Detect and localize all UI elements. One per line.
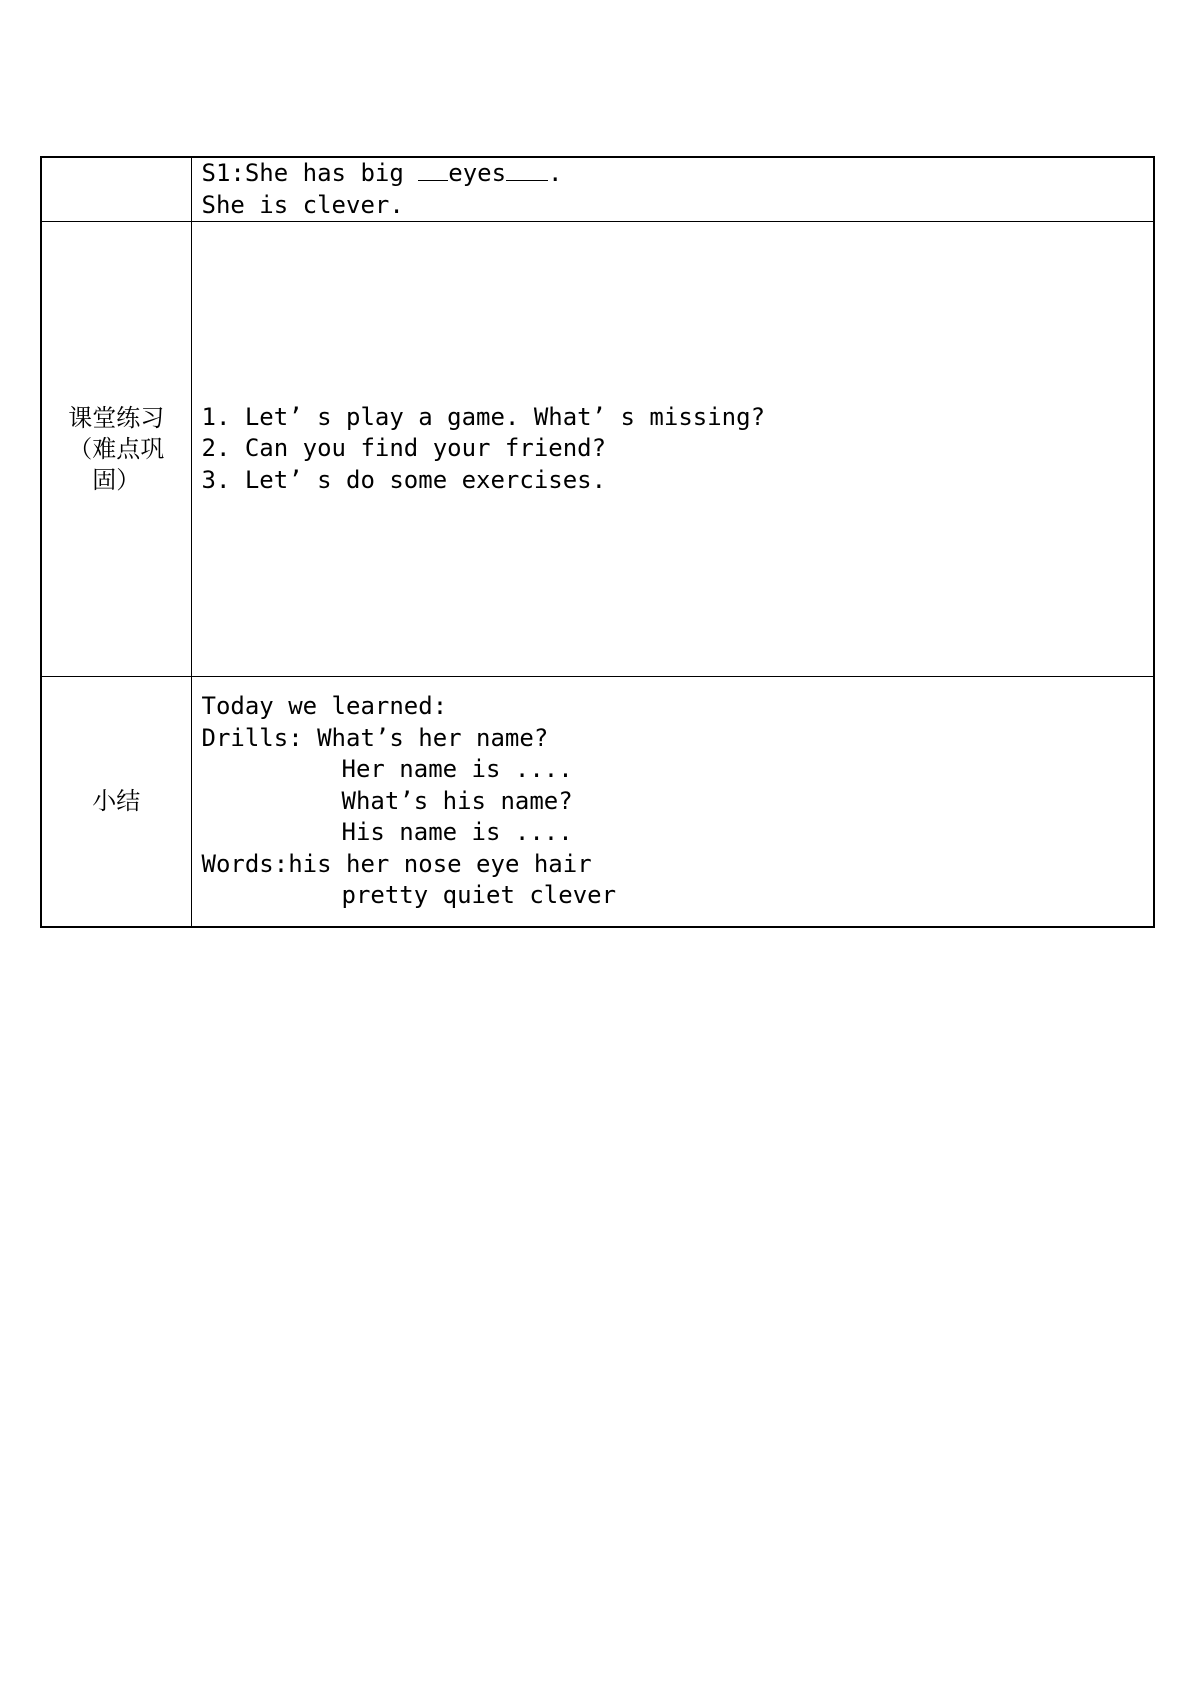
words-label: Words: xyxy=(201,849,289,878)
table-row xyxy=(41,677,1154,927)
drills-label: Drills: xyxy=(201,723,318,752)
drill-sentence: What’s his name? xyxy=(341,786,573,815)
word-list: his her nose eye hair xyxy=(288,849,592,878)
summary-cell xyxy=(191,677,1154,927)
table-row xyxy=(41,157,1154,222)
example-sentence-line xyxy=(202,158,1154,190)
row-label-line: 课堂练习 xyxy=(68,403,165,432)
example-sentence-cell xyxy=(191,157,1154,222)
sentence-suffix: . xyxy=(548,159,563,187)
blank-answer: eyes xyxy=(448,159,507,187)
drills-line xyxy=(202,723,1154,755)
row-label-empty xyxy=(41,157,191,222)
row-label-practice xyxy=(41,222,191,677)
drill-sentence: What’s her name? xyxy=(317,723,549,752)
sentence-prefix: S1:She has big xyxy=(201,159,419,187)
row-label-line: 固） xyxy=(92,465,141,494)
list-item: 2. Can you find your friend? xyxy=(201,434,607,463)
table-row xyxy=(41,222,1154,677)
list-item: 1. Let’ s play a game. What’ s missing? xyxy=(201,402,766,431)
fill-blank-underline xyxy=(506,158,548,181)
words-line xyxy=(202,849,1154,881)
drill-sentence: His name is .... xyxy=(341,818,573,846)
row-label-line: 小结 xyxy=(92,786,141,815)
fill-blank-underline xyxy=(418,158,448,181)
summary-intro: Today we learned: xyxy=(201,692,448,720)
row-label-summary xyxy=(41,677,191,927)
practice-items-cell xyxy=(191,222,1154,677)
list-item: 3. Let’ s do some exercises. xyxy=(201,465,607,494)
lesson-plan-table xyxy=(40,156,1155,928)
row-label-line: （难点巩 xyxy=(68,434,165,463)
drill-sentence: Her name is .... xyxy=(341,755,573,783)
example-sentence-line: She is clever. xyxy=(201,190,404,219)
word-list: pretty quiet clever xyxy=(341,881,617,909)
